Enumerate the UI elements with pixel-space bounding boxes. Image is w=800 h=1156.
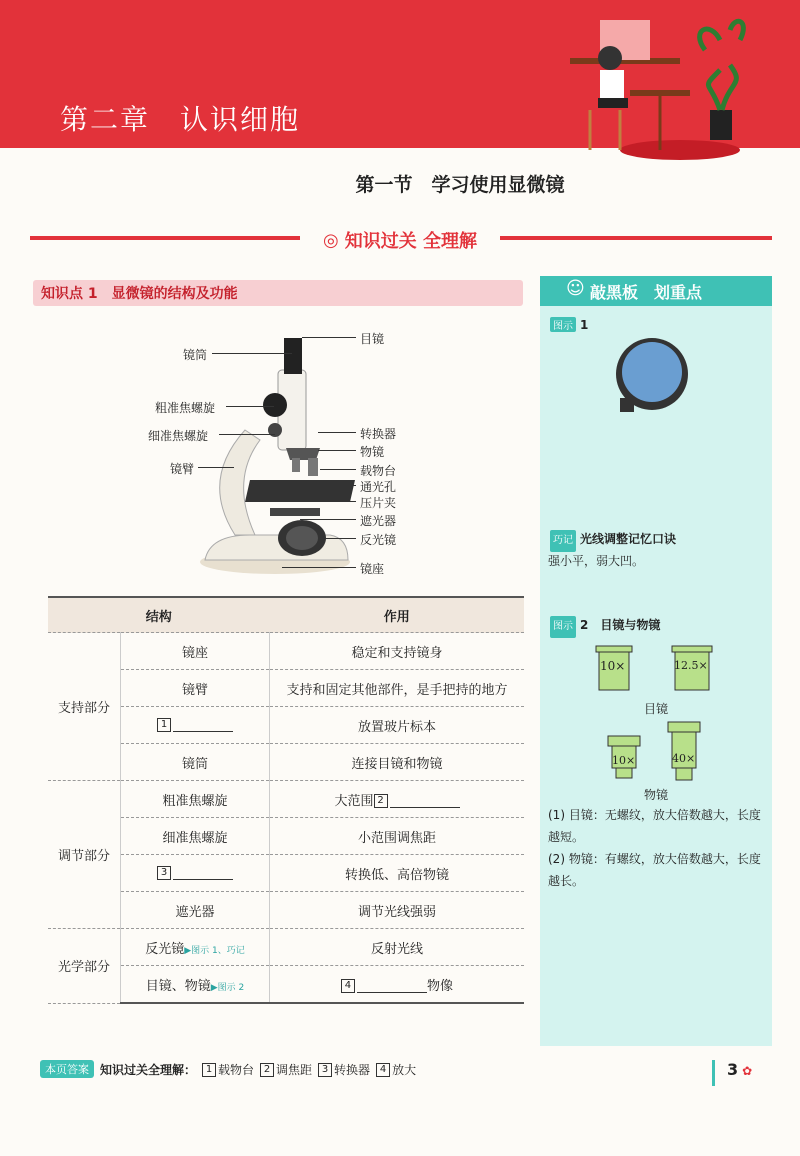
cell-function: 连接目镜和物镜 [270, 744, 525, 781]
page-answers [40, 1060, 416, 1078]
label-arm: 镜臂 [170, 462, 195, 476]
cell-structure [121, 966, 270, 1004]
figure-tag: 图示 [550, 317, 576, 332]
objective-caption: 物镜 [644, 788, 669, 802]
figure-number: 1 [580, 318, 589, 332]
eyepiece-12x-label: 12.5× [674, 659, 708, 672]
table-row [48, 781, 524, 818]
answer-blank[interactable] [173, 719, 233, 732]
structure-function-table [48, 596, 524, 1004]
answer-item: 2 调焦距 [260, 1061, 312, 1078]
cell-structure [121, 929, 270, 966]
cell-function: 小范围调焦距 [270, 818, 525, 855]
note-eyepiece: (1) 目镜：无螺纹，放大倍数越大，长度越短。 [548, 808, 761, 844]
cell-structure: 遮光器 [121, 892, 270, 929]
label-clip: 压片夹 [360, 496, 397, 510]
memory-tip [550, 528, 676, 552]
structure-text: 反光镜 [145, 941, 185, 957]
label-stage: 载物台 [360, 464, 397, 478]
illustration-student [560, 10, 790, 160]
cell-function: 支持和固定其他部件，是手把持的地方 [270, 670, 525, 707]
blank-number: 4 [341, 979, 355, 993]
concave-mirror-image [612, 336, 692, 416]
note-objective: (2) 物镜：有螺纹，放大倍数越大，长度越长。 [548, 852, 761, 888]
function-suffix: 物像 [426, 978, 453, 994]
cell-function: 转换低、高倍物镜 [270, 855, 525, 892]
answer-tag: 本页答案 [40, 1060, 94, 1078]
cell-function: 反射光线 [270, 929, 525, 966]
header-structure: 结构 [48, 597, 270, 633]
cell-function: 放置玻片标本 [270, 707, 525, 744]
group-support: 支持部分 [48, 633, 121, 781]
leader-line [300, 519, 356, 520]
answer-item: 4 放大 [376, 1061, 416, 1078]
figure1-label [550, 314, 588, 336]
header-function: 作用 [270, 597, 525, 633]
blank-number: 1 [157, 718, 171, 732]
leader-line [318, 432, 356, 433]
swirl-icon: ◎ [323, 229, 339, 251]
label-tube: 镜筒 [183, 348, 208, 362]
leader-line [322, 538, 356, 539]
structure-text: 目镜、物镜 [145, 978, 211, 994]
leader-line [318, 450, 356, 451]
page-number: 3 ✿ [712, 1060, 772, 1086]
eyepiece-caption: 目镜 [644, 702, 669, 716]
leader-line [320, 501, 356, 502]
group-adjust: 调节部分 [48, 781, 121, 929]
panel-header [540, 276, 772, 306]
answer-blank[interactable] [173, 867, 233, 880]
answer-item: 1 载物台 [202, 1061, 254, 1078]
hint-link[interactable]: ▶图示 2 [210, 982, 245, 993]
label-converter: 转换器 [360, 427, 397, 441]
cell-structure: 粗准焦螺旋 [121, 781, 270, 818]
objective-10x-label: 10× [612, 754, 636, 767]
label-fine: 细准焦螺旋 [148, 429, 209, 443]
figure-title: 2 目镜与物镜 [580, 618, 661, 632]
answer-blank[interactable] [390, 795, 460, 808]
label-base: 镜座 [360, 562, 385, 576]
section-title: 第一节 学习使用显微镜 [355, 174, 565, 196]
panel-title: 敲黑板 划重点 [590, 282, 703, 302]
cell-function: 稳定和支持镜身 [270, 633, 525, 670]
cell-structure: 镜座 [121, 633, 270, 670]
leader-line [320, 469, 356, 470]
answer-label: 知识过关全理解： [100, 1062, 197, 1077]
figure-tag: 图示 [550, 616, 576, 638]
leader-line [219, 434, 275, 435]
label-eyepiece: 目镜 [360, 332, 385, 346]
leader-line [212, 353, 292, 354]
leader-line [282, 567, 356, 568]
label-diaphragm: 遮光器 [360, 514, 397, 528]
label-coarse: 粗准焦螺旋 [155, 401, 216, 415]
answer-blank[interactable] [357, 980, 427, 993]
label-objective: 物镜 [360, 445, 385, 459]
teacher-icon: ☺ [566, 278, 585, 299]
function-prefix: 大范围 [334, 793, 374, 809]
tip-title: 光线调整记忆口诀 [580, 532, 677, 546]
figure2-label [550, 614, 660, 638]
leader-line [302, 337, 356, 338]
eyepiece-10x-label: 10× [600, 659, 626, 673]
leader-line [226, 406, 274, 407]
tip-tag: 巧记 [550, 530, 576, 552]
microscope-illustration [190, 330, 360, 580]
blank-number: 3 [157, 866, 171, 880]
cell-function [270, 966, 525, 1004]
cell-function: 调节光线强弱 [270, 892, 525, 929]
table-row [48, 633, 524, 670]
answer-item: 3 转换器 [318, 1061, 370, 1078]
cell-function [270, 781, 525, 818]
knowledge-point-heading: 知识点 1 显微镜的结构及功能 [33, 280, 523, 306]
label-mirror: 反光镜 [360, 533, 397, 547]
cell-structure: 镜筒 [121, 744, 270, 781]
hint-link[interactable]: ▶图示 1、巧记 [184, 945, 245, 956]
leader-line [198, 467, 234, 468]
cell-structure: 镜臂 [121, 670, 270, 707]
label-hole: 通光孔 [360, 480, 397, 494]
tip-text: 强小平，弱大凹。 [548, 554, 645, 568]
table-row [48, 929, 524, 966]
banner-text: 知识过关 全理解 [344, 231, 477, 252]
group-optical: 光学部分 [48, 929, 121, 1004]
blank-number: 2 [374, 794, 388, 808]
leader-line [300, 485, 356, 486]
cell-structure-blank [121, 707, 270, 744]
objective-40x-label: 40× [672, 752, 696, 765]
cell-structure-blank [121, 855, 270, 892]
banner [300, 224, 500, 256]
sprout-icon: ✿ [742, 1064, 753, 1078]
chapter-title: 第二章 认识细胞 [60, 103, 301, 136]
cell-structure: 细准焦螺旋 [121, 818, 270, 855]
